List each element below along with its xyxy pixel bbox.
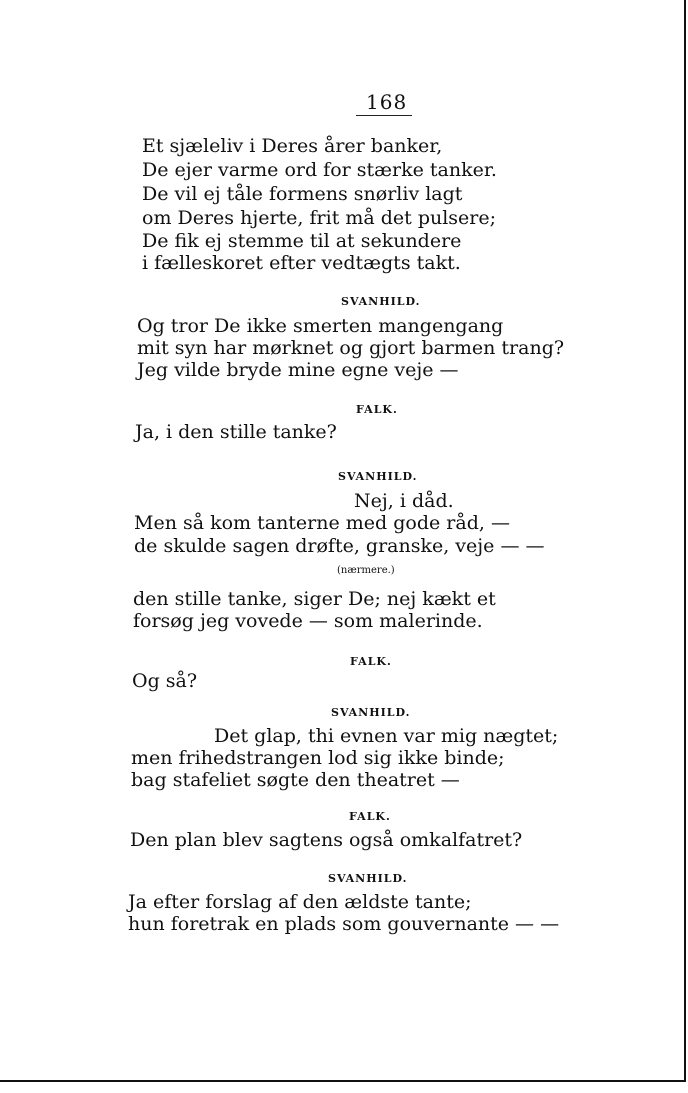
verse-line: Ja efter forslag af den ældste tante; (128, 891, 472, 913)
verse-line: Men så kom tanterne med gode råd, — (134, 512, 510, 534)
speaker-label: FALK. (356, 403, 398, 416)
verse-line: bag stafeliet søgte den theatret — (131, 769, 460, 791)
verse-line: De vil ej tåle formens snørliv lagt (142, 183, 463, 205)
verse-line: om Deres hjerte, frit må det pulsere; (142, 207, 497, 229)
page-number-rule (356, 115, 412, 116)
verse-line: den stille tanke, siger De; nej kækt et (133, 588, 496, 610)
verse-line: i fælleskoret efter vedtægts takt. (142, 252, 461, 274)
verse-line: De fik ej stemme til at sekundere (142, 230, 462, 252)
verse-line: men frihedstrangen lod sig ikke binde; (131, 747, 505, 769)
speaker-label: SVANHILD. (328, 872, 408, 885)
verse-line: De ejer varme ord for stærke tanker. (142, 159, 497, 181)
verse-line: mit syn har mørknet og gjort barmen trang? (137, 337, 565, 359)
verse-line: Ja, i den stille tanke? (135, 421, 337, 443)
verse-line: de skulde sagen drøfte, granske, veje — — (134, 535, 545, 557)
speaker-label: SVANHILD. (338, 470, 418, 483)
speaker-label: SVANHILD. (341, 295, 421, 308)
verse-line: Nej, i dåd. (354, 490, 454, 512)
verse-line: Det glap, thi evnen var mig nægtet; (214, 725, 559, 747)
verse-line: Et sjæleliv i Deres årer banker, (142, 135, 443, 157)
verse-line: forsøg jeg vovede — som malerinde. (133, 610, 483, 632)
speaker-label: FALK. (349, 810, 391, 823)
speaker-label: SVANHILD. (331, 706, 411, 719)
speaker-label: FALK. (350, 655, 392, 668)
verse-line: Og tror De ikke smerten mangengang (137, 315, 504, 337)
stage-direction: (nærmere.) (337, 565, 395, 576)
verse-line: Den plan blev sagtens også omkalfatret? (130, 829, 523, 851)
verse-line: Jeg vilde bryde mine egne veje — (137, 359, 459, 381)
verse-line: Og så? (132, 670, 198, 692)
verse-line: hun foretrak en plads som gouvernante — — (128, 913, 560, 935)
page-number: 168 (366, 90, 408, 114)
